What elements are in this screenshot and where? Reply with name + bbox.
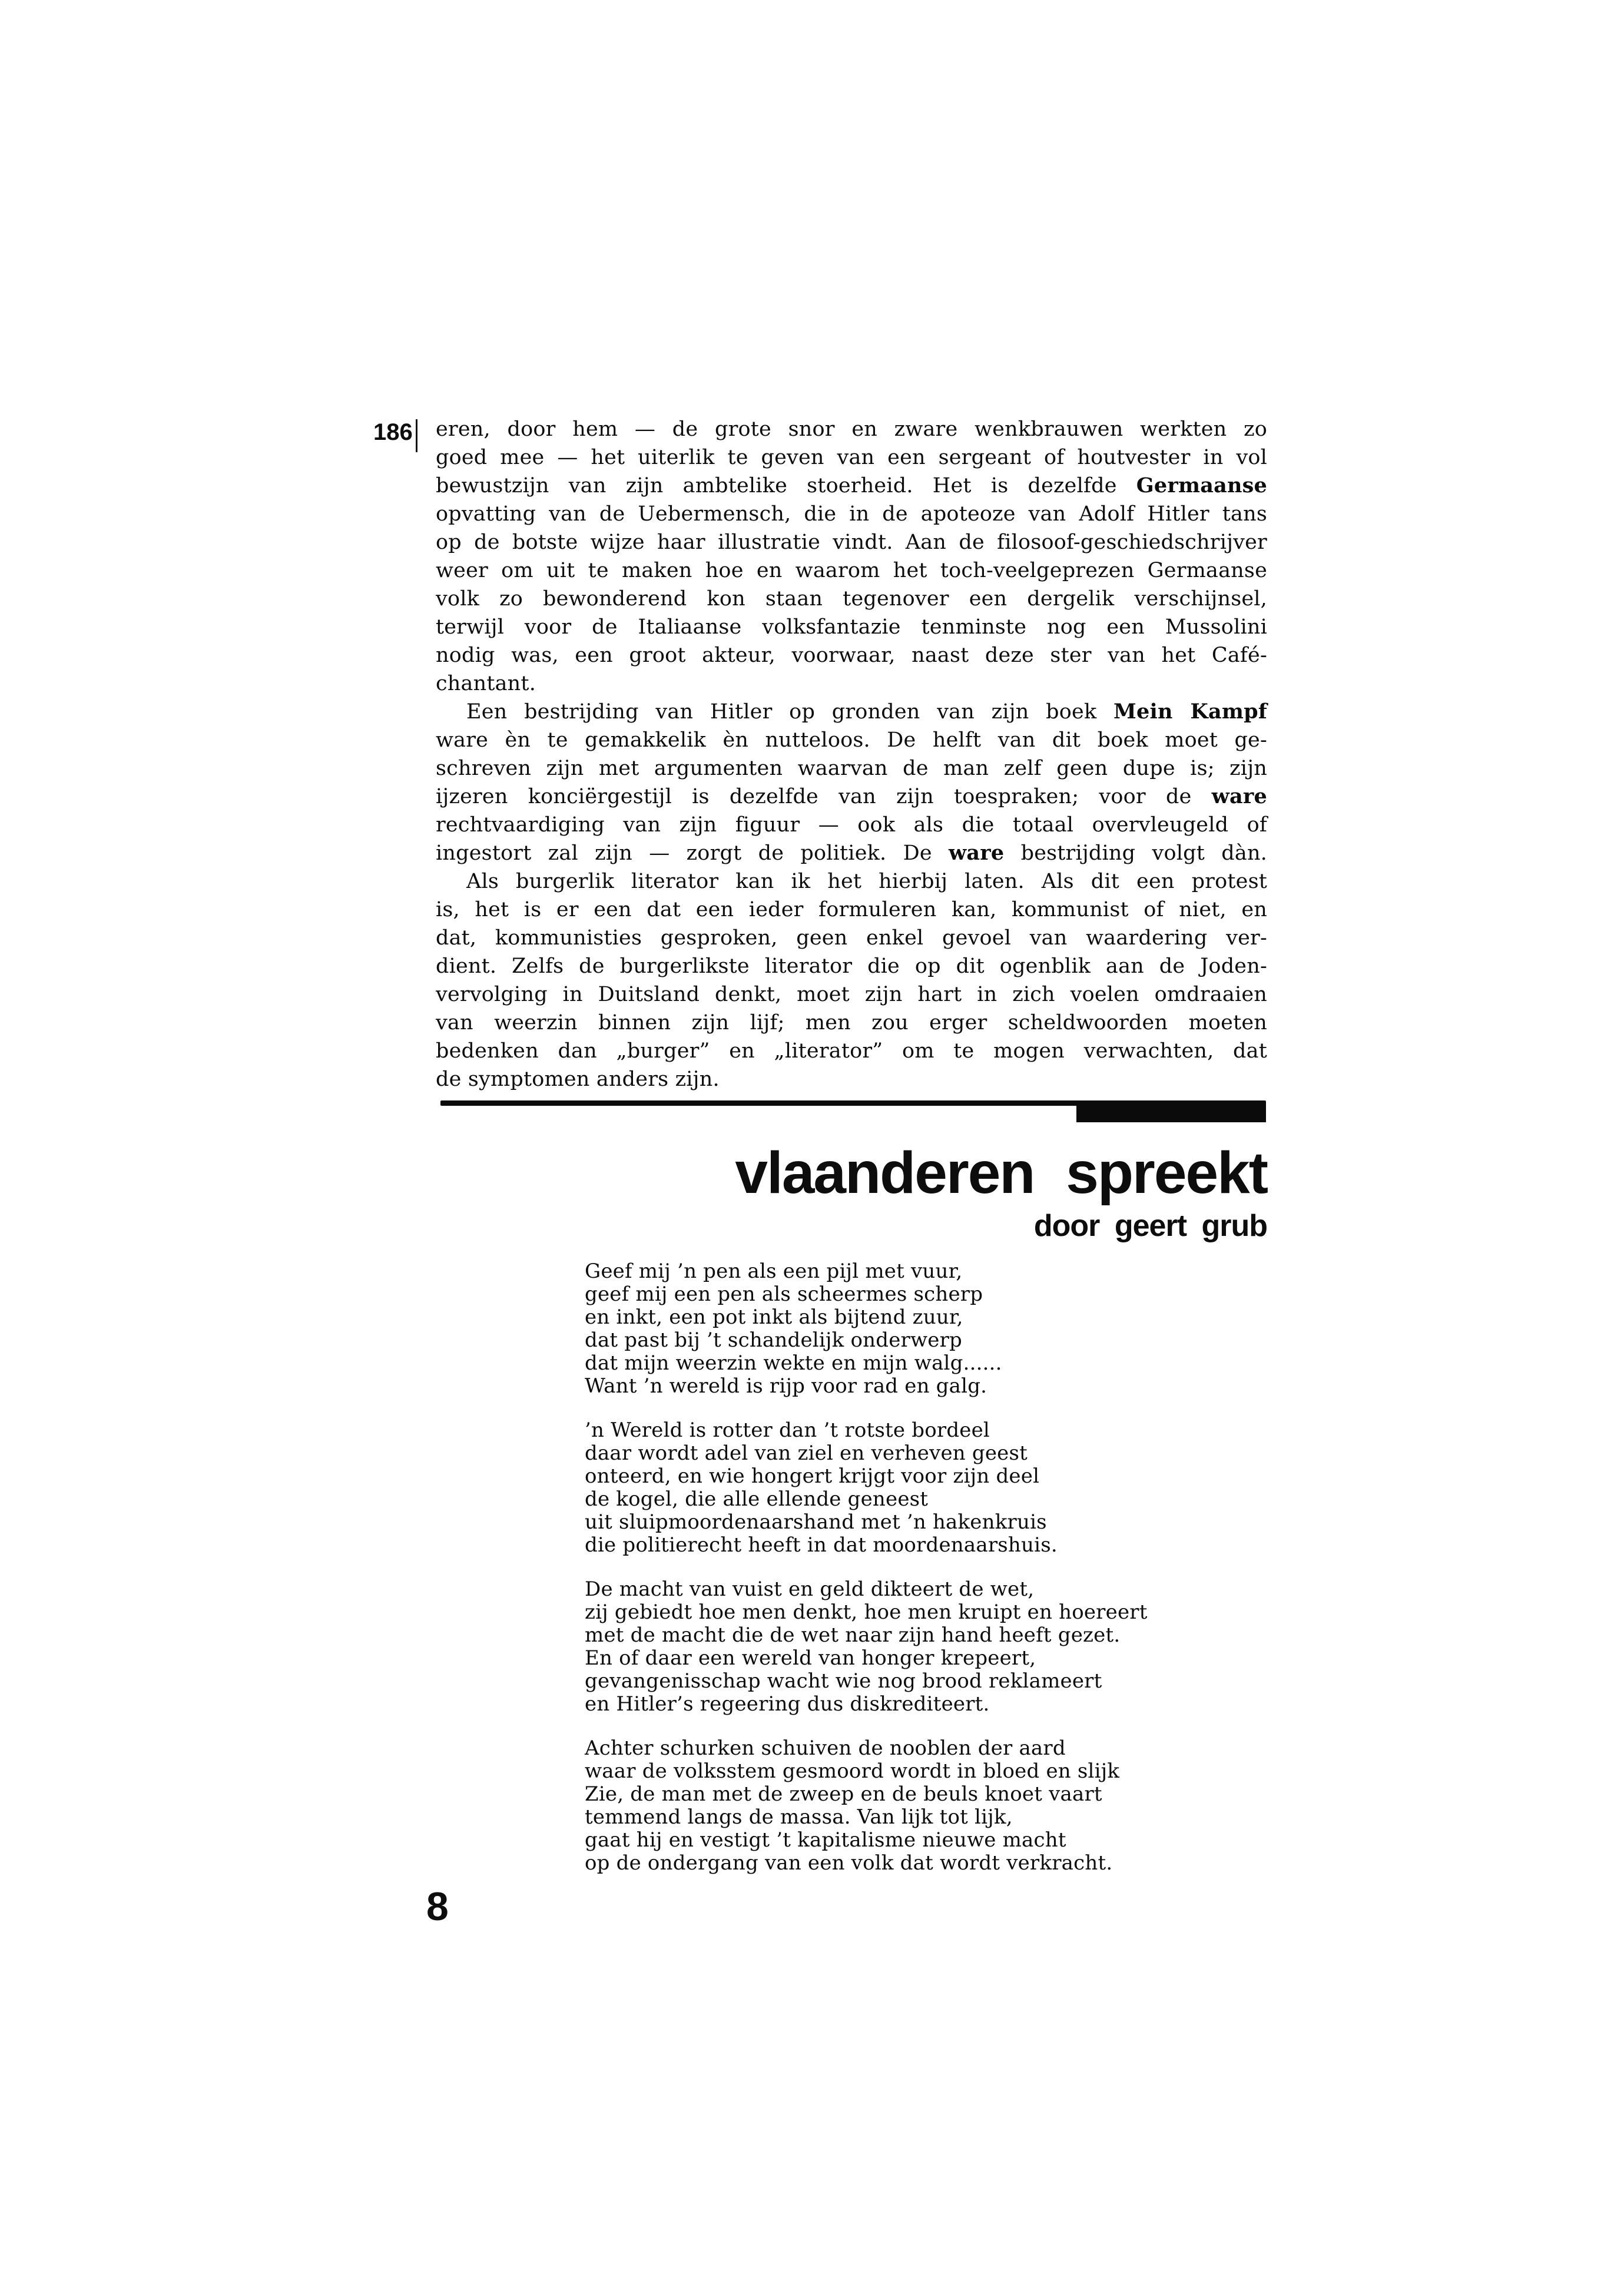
poem-line: en Hitler’s regeering dus diskrediteert. <box>585 1692 990 1716</box>
body-text: vervolging in Duitsland denkt, moet zijn hart in zich voelen omdraaien <box>436 983 1267 1006</box>
paragraph-line <box>436 669 1267 698</box>
body-text: dient. Zelfs de burgerlikste literator die op dit ogenblik aan de Joden- <box>436 954 1267 978</box>
poem-line: dat past bij ’t schandelijk onderwerp <box>585 1328 963 1352</box>
paragraph <box>436 415 1267 698</box>
poem-line: en inkt, een pot inkt als bijtend zuur, <box>585 1305 963 1329</box>
paragraph-line <box>436 811 1267 839</box>
body-text: van weerzin binnen zijn lijf; men zou erger scheldwoorden moeten <box>436 1011 1267 1035</box>
paragraph-line <box>436 641 1267 669</box>
body-text: Als burgerlik literator kan ik het hierbij laten. Als dit een protest <box>466 870 1267 893</box>
body-text: bestrijding volgt dàn. <box>1004 841 1268 865</box>
body-text: rechtvaardiging van zijn figuur — ook als die totaal overvleugeld of <box>436 813 1267 837</box>
body-text: ijzeren konciërgestijl is dezelfde van zijn toespraken; voor de <box>436 785 1212 808</box>
poem-line: uit sluipmoordenaarshand met ’n hakenkruis <box>585 1510 1047 1534</box>
poem-line: Zie, de man met de zweep en de beuls knoet vaart <box>585 1782 1102 1806</box>
body-text: chantant. <box>436 672 536 695</box>
poem-line: dat mijn weerzin wekte en mijn walg...... <box>585 1351 1002 1375</box>
running-page-marker <box>373 418 417 452</box>
body-text: schreven zijn met argumenten waarvan de man zelf geen dupe is; zijn <box>436 757 1267 780</box>
emphasized-text: ware <box>1211 784 1267 808</box>
poem-stanza <box>585 1578 1409 1716</box>
body-text: eren, door hem — de grote snor en zware wenkbrauwen werkten zo <box>436 417 1267 441</box>
body-text: opvatting van de Uebermensch, die in de apoteoze van Adolf Hitler tans <box>436 502 1267 526</box>
body-text: goed mee — het uiterlik te geven van een sergeant of houtvester in vol <box>436 446 1267 469</box>
paragraph-line <box>436 924 1267 952</box>
emphasized-text: Mein Kampf <box>1113 700 1267 724</box>
poem-text-block <box>585 1260 1409 1896</box>
paragraph-line <box>436 528 1267 556</box>
body-text: bewustzijn van zijn ambtelike stoerheid. Het is dezelfde <box>436 474 1136 498</box>
paragraph-line <box>436 443 1267 472</box>
emphasized-text: ware <box>949 841 1005 865</box>
poem-line: met de macht die de wet naar zijn hand heeft gezet. <box>585 1623 1121 1647</box>
poem-line: En of daar een wereld van honger krepeert, <box>585 1646 1036 1670</box>
marker-divider-bar <box>416 419 417 452</box>
body-text: is, het is er een dat een ieder formuleren kan, kommunist of niet, en <box>436 898 1267 921</box>
body-text: volk zo bewonderend kon staan tegenover een dergelik verschijnsel, <box>436 587 1267 611</box>
paragraph-line <box>436 472 1267 500</box>
body-text: nodig was, een groot akteur, voorwaar, naast deze ster van het Café- <box>436 644 1267 667</box>
paragraph-line <box>436 783 1267 811</box>
paragraph-line <box>436 1037 1267 1065</box>
body-text: terwijl voor de Italiaanse volksfantazie tenminste nog een Mussolini <box>436 615 1267 639</box>
poem-line: gaat hij en vestigt ’t kapitalisme nieuwe macht <box>585 1828 1066 1852</box>
poem-line: gevangenisschap wacht wie nog brood reklameert <box>585 1669 1102 1693</box>
paragraph-line <box>436 839 1267 867</box>
paragraph-line <box>436 1009 1267 1037</box>
paragraph-line <box>436 1065 1267 1093</box>
paragraph <box>436 867 1267 1093</box>
body-text: Een bestrijding van Hitler op gronden van zijn boek <box>466 700 1114 724</box>
paragraph-line <box>436 698 1267 726</box>
paragraph-line <box>436 754 1267 783</box>
paragraph-line <box>436 952 1267 980</box>
section-divider-thick-segment <box>1076 1105 1266 1122</box>
poem-line: De macht van vuist en geld dikteert de wet, <box>585 1577 1035 1601</box>
poem-line: zij gebiedt hoe men denkt, hoe men kruipt en hoereert <box>585 1600 1148 1624</box>
poem-stanza <box>585 1260 1409 1398</box>
body-text: ware èn te gemakkelik èn nutteloos. De helft van dit boek moet ge- <box>436 728 1267 752</box>
poem-line: de kogel, die alle ellende geneest <box>585 1487 929 1511</box>
paragraph-line <box>436 896 1267 924</box>
paragraph-line <box>436 726 1267 754</box>
paragraph-line <box>436 613 1267 641</box>
poem-line: onteerd, en wie hongert krijgt voor zijn deel <box>585 1464 1040 1488</box>
poem-line: die politierecht heeft in dat moordenaarshuis. <box>585 1533 1058 1557</box>
poem-line: waar de volksstem gesmoord wordt in bloed en slijk <box>585 1759 1120 1783</box>
poem-line: Want ’n wereld is rijp voor rad en galg. <box>585 1374 987 1398</box>
paragraph <box>436 698 1267 867</box>
paragraph-line <box>436 585 1267 613</box>
poem-line: temmend langs de massa. Van lijk tot lijk, <box>585 1805 1013 1829</box>
body-text: ingestort zal zijn — zorgt de politiek. De <box>436 841 949 865</box>
paragraph-line <box>436 556 1267 585</box>
paragraph-line <box>436 980 1267 1009</box>
poem-stanza <box>585 1737 1409 1875</box>
emphasized-text: Germaanse <box>1136 473 1267 498</box>
poem-line: op de ondergang van een volk dat wordt verkracht. <box>585 1851 1113 1875</box>
body-text: dat, kommunisties gesproken, geen enkel gevoel van waardering ver- <box>436 926 1267 950</box>
paragraph-line <box>436 867 1267 896</box>
paragraph-line <box>436 500 1267 528</box>
body-text: op de botste wijze haar illustratie vindt. Aan de filosoof-geschiedschrijver <box>436 531 1267 554</box>
body-text: bedenken dan „burger” en „literator” om te mogen verwachten, dat <box>436 1039 1267 1063</box>
poem-line: Geef mij ’n pen als een pijl met vuur, <box>585 1259 963 1283</box>
poem-line: daar wordt adel van ziel en verheven geest <box>585 1441 1028 1465</box>
poem-stanza <box>585 1419 1409 1557</box>
body-text: de symptomen anders zijn. <box>436 1068 720 1091</box>
poem-line: geef mij een pen als scheermes scherp <box>585 1282 983 1306</box>
poem-byline: door geert grub <box>1033 1209 1267 1243</box>
running-page-number: 186 <box>373 419 413 445</box>
poem-line: Achter schurken schuiven de nooblen der aard <box>585 1736 1066 1760</box>
poem-title: vlaanderen spreekt <box>735 1140 1267 1206</box>
page-number: 8 <box>426 1884 449 1929</box>
paragraph-line <box>436 415 1267 443</box>
poem-line: ’n Wereld is rotter dan ’t rotste bordeel <box>585 1418 990 1442</box>
body-text: weer om uit te maken hoe en waarom het toch-veelgeprezen Germaanse <box>436 559 1267 582</box>
article-text-block <box>436 415 1267 1093</box>
